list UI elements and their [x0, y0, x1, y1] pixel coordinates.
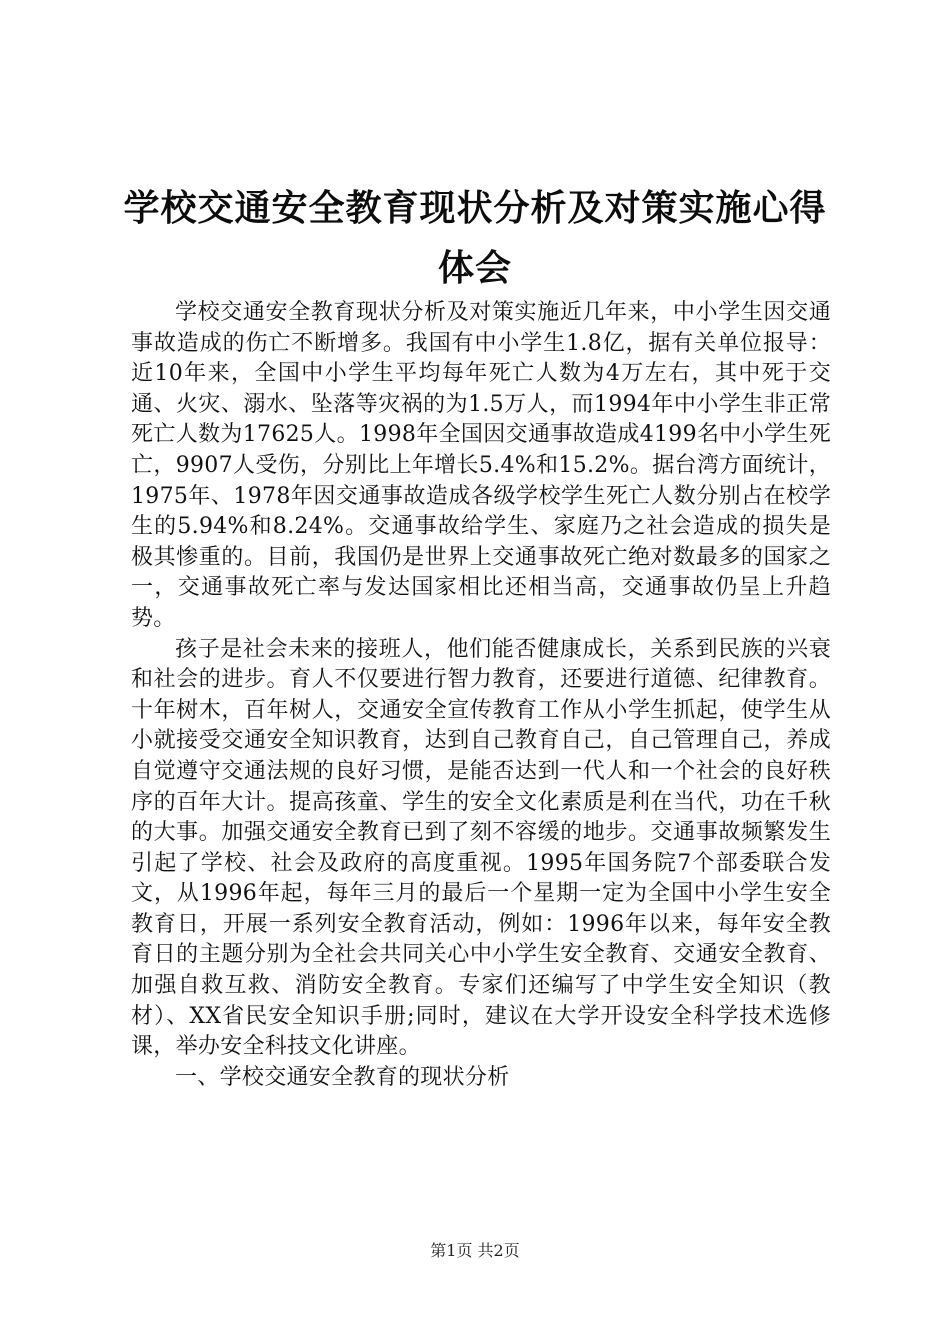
- page-footer: 第1页 共2页: [430, 1241, 520, 1260]
- document-title: 学校交通安全教育现状分析及对策实施心得体会: [123, 187, 827, 289]
- section-heading: 一、学校交通安全教育的现状分析: [175, 1064, 510, 1090]
- paragraph-1: 学校交通安全教育现状分析及对策实施近几年来，中小学生因交通事故造成的伤亡不断增多。我国有中小学生1.8亿，据有关单位报导：近10年来，全国中小学生平均每年死亡人数为4万左右，其中死于交通、火灾、溺水、坠落等灾祸的为1.5万人，而1994年中小学生非正常死亡人数为17625人。1998年全国因交通事故造成4199名中小学生死亡，9907人受伤，分别比上年增长5.4%和15.2%。据台湾方面统计，1975年、1978年因交通事故造成各级学校学生死亡人数分别占在校学生的5.94%和8.24%。交通事故给学生、家庭乃之社会造成的损失是极其惨重的。目前，我国仍是世界上交通事故死亡绝对数最多的国家之一，交通事故死亡率与发达国家相比还相当高，交通事故仍呈上升趋势。: [131, 300, 831, 631]
- document-body: [131, 298, 831, 1093]
- paragraph-2: 孩子是社会未来的接班人，他们能否健康成长，关系到民族的兴衰和社会的进步。育人不仅要进行智力教育，还要进行道德、纪律教育。十年树木，百年树人，交通安全宣传教育工作从小学生抓起，使学生从小就接受交通安全知识教育，达到自己教育自己，自己管理自己，养成自觉遵守交通法规的良好习惯，是能否达到一代人和一个社会的良好秩序的百年大计。提高孩童、学生的安全文化素质是利在当代，功在千秋的大事。加强交通安全教育已到了刻不容缓的地步。交通事故频繁发生引起了学校、社会及政府的高度重视。1995年国务院7个部委联合发文，从1996年起，每年三月的最后一个星期一定为全国中小学生安全教育日，开展一系列安全教育活动，例如：1996年以来，每年安全教育日的主题分别为全社会共同关心中小学生安全教育、交通安全教育、加强自救互救、消防安全教育。专家们还编写了中学生安全知识（教材）、XX省民安全知识手册;同时，建议在大学开设安全科学技术选修课，举办安全科技文化讲座。: [131, 636, 831, 1060]
